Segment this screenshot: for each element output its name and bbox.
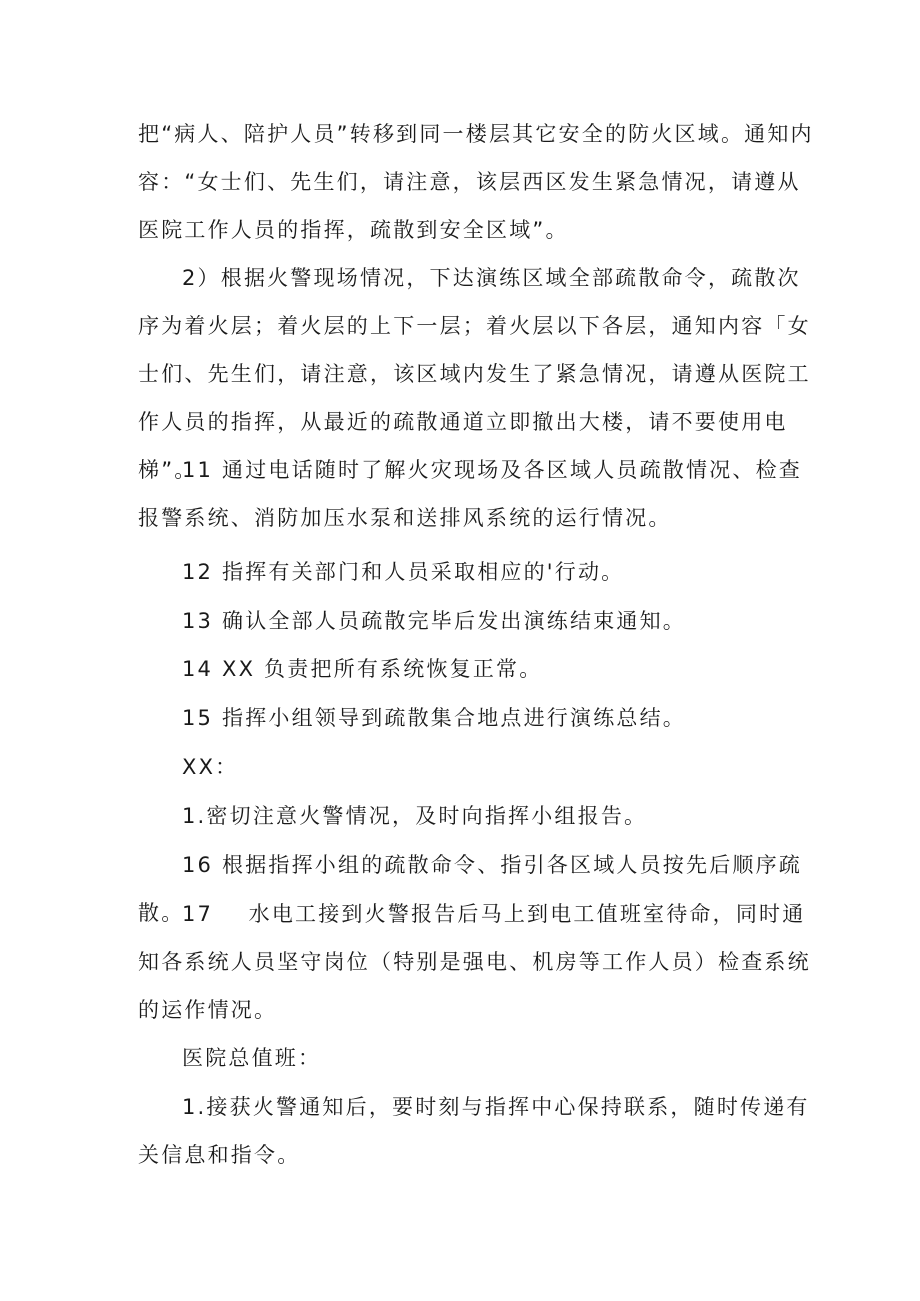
paragraph-item-17: 17 水电工接到火警报告后马上到电工值班室待命，同时通知各系统人员坚守岗位（特别是强电、机房等工作人员）检查系统的运作情况。 — [138, 902, 811, 1022]
paragraph-item-13: 13 确认全部人员疏散完毕后发出演练结束通知。 — [182, 609, 686, 633]
paragraph-evacuate-patients: 把“病人、陪护人员”转移到同一楼层其它安全的防火区域。通知内容：“女士们、先生们，请注意，该层西区发生紧急情况，请遵从医院工作人员的指挥，疏散到安全区域”。 — [138, 122, 814, 242]
paragraph-evacuation-order: 2）根据火警现场情况，下达演练区域全部疏散命令，疏散次序为着火层；着火层的上下一层；着火层以下各层，通知内容「女士们、先生们，请注意，该区域内发生了紧急情况，请遵从医院工作人员的指挥，从最近的疏散通道立即撤出大楼，请不要使用电梯”。 — [138, 266, 811, 482]
paragraph-item-15: 15 指挥小组领导到疏散集合地点进行演练总结。 — [182, 706, 686, 730]
paragraph-item-12: 12 指挥有关部门和人员采取相应的'行动。 — [182, 560, 625, 584]
paragraph-item-16: 16 根据指挥小组的疏散命令、指引各区域人员按先后顺序疏散。 — [138, 853, 802, 925]
paragraph-xx-item-1: 1.密切注意火警情况，及时向指挥小组报告。 — [182, 804, 648, 828]
section-heading-hospital-duty: 医院总值班： — [182, 1046, 322, 1070]
paragraph-item-14: 14 XX 负责把所有系统恢复正常。 — [182, 657, 543, 681]
paragraph-duty-item-1: 1.接获火警通知后，要时刻与指挥中心保持联系，随时传递有关信息和指令。 — [138, 1095, 810, 1167]
paragraph-item-11: 11 通过电话随时了解火灾现场及各区域人员疏散情况、检查报警系统、消防加压水泵和送排风系统的运行情况。 — [138, 458, 802, 530]
section-heading-xx: XX： — [182, 755, 239, 779]
